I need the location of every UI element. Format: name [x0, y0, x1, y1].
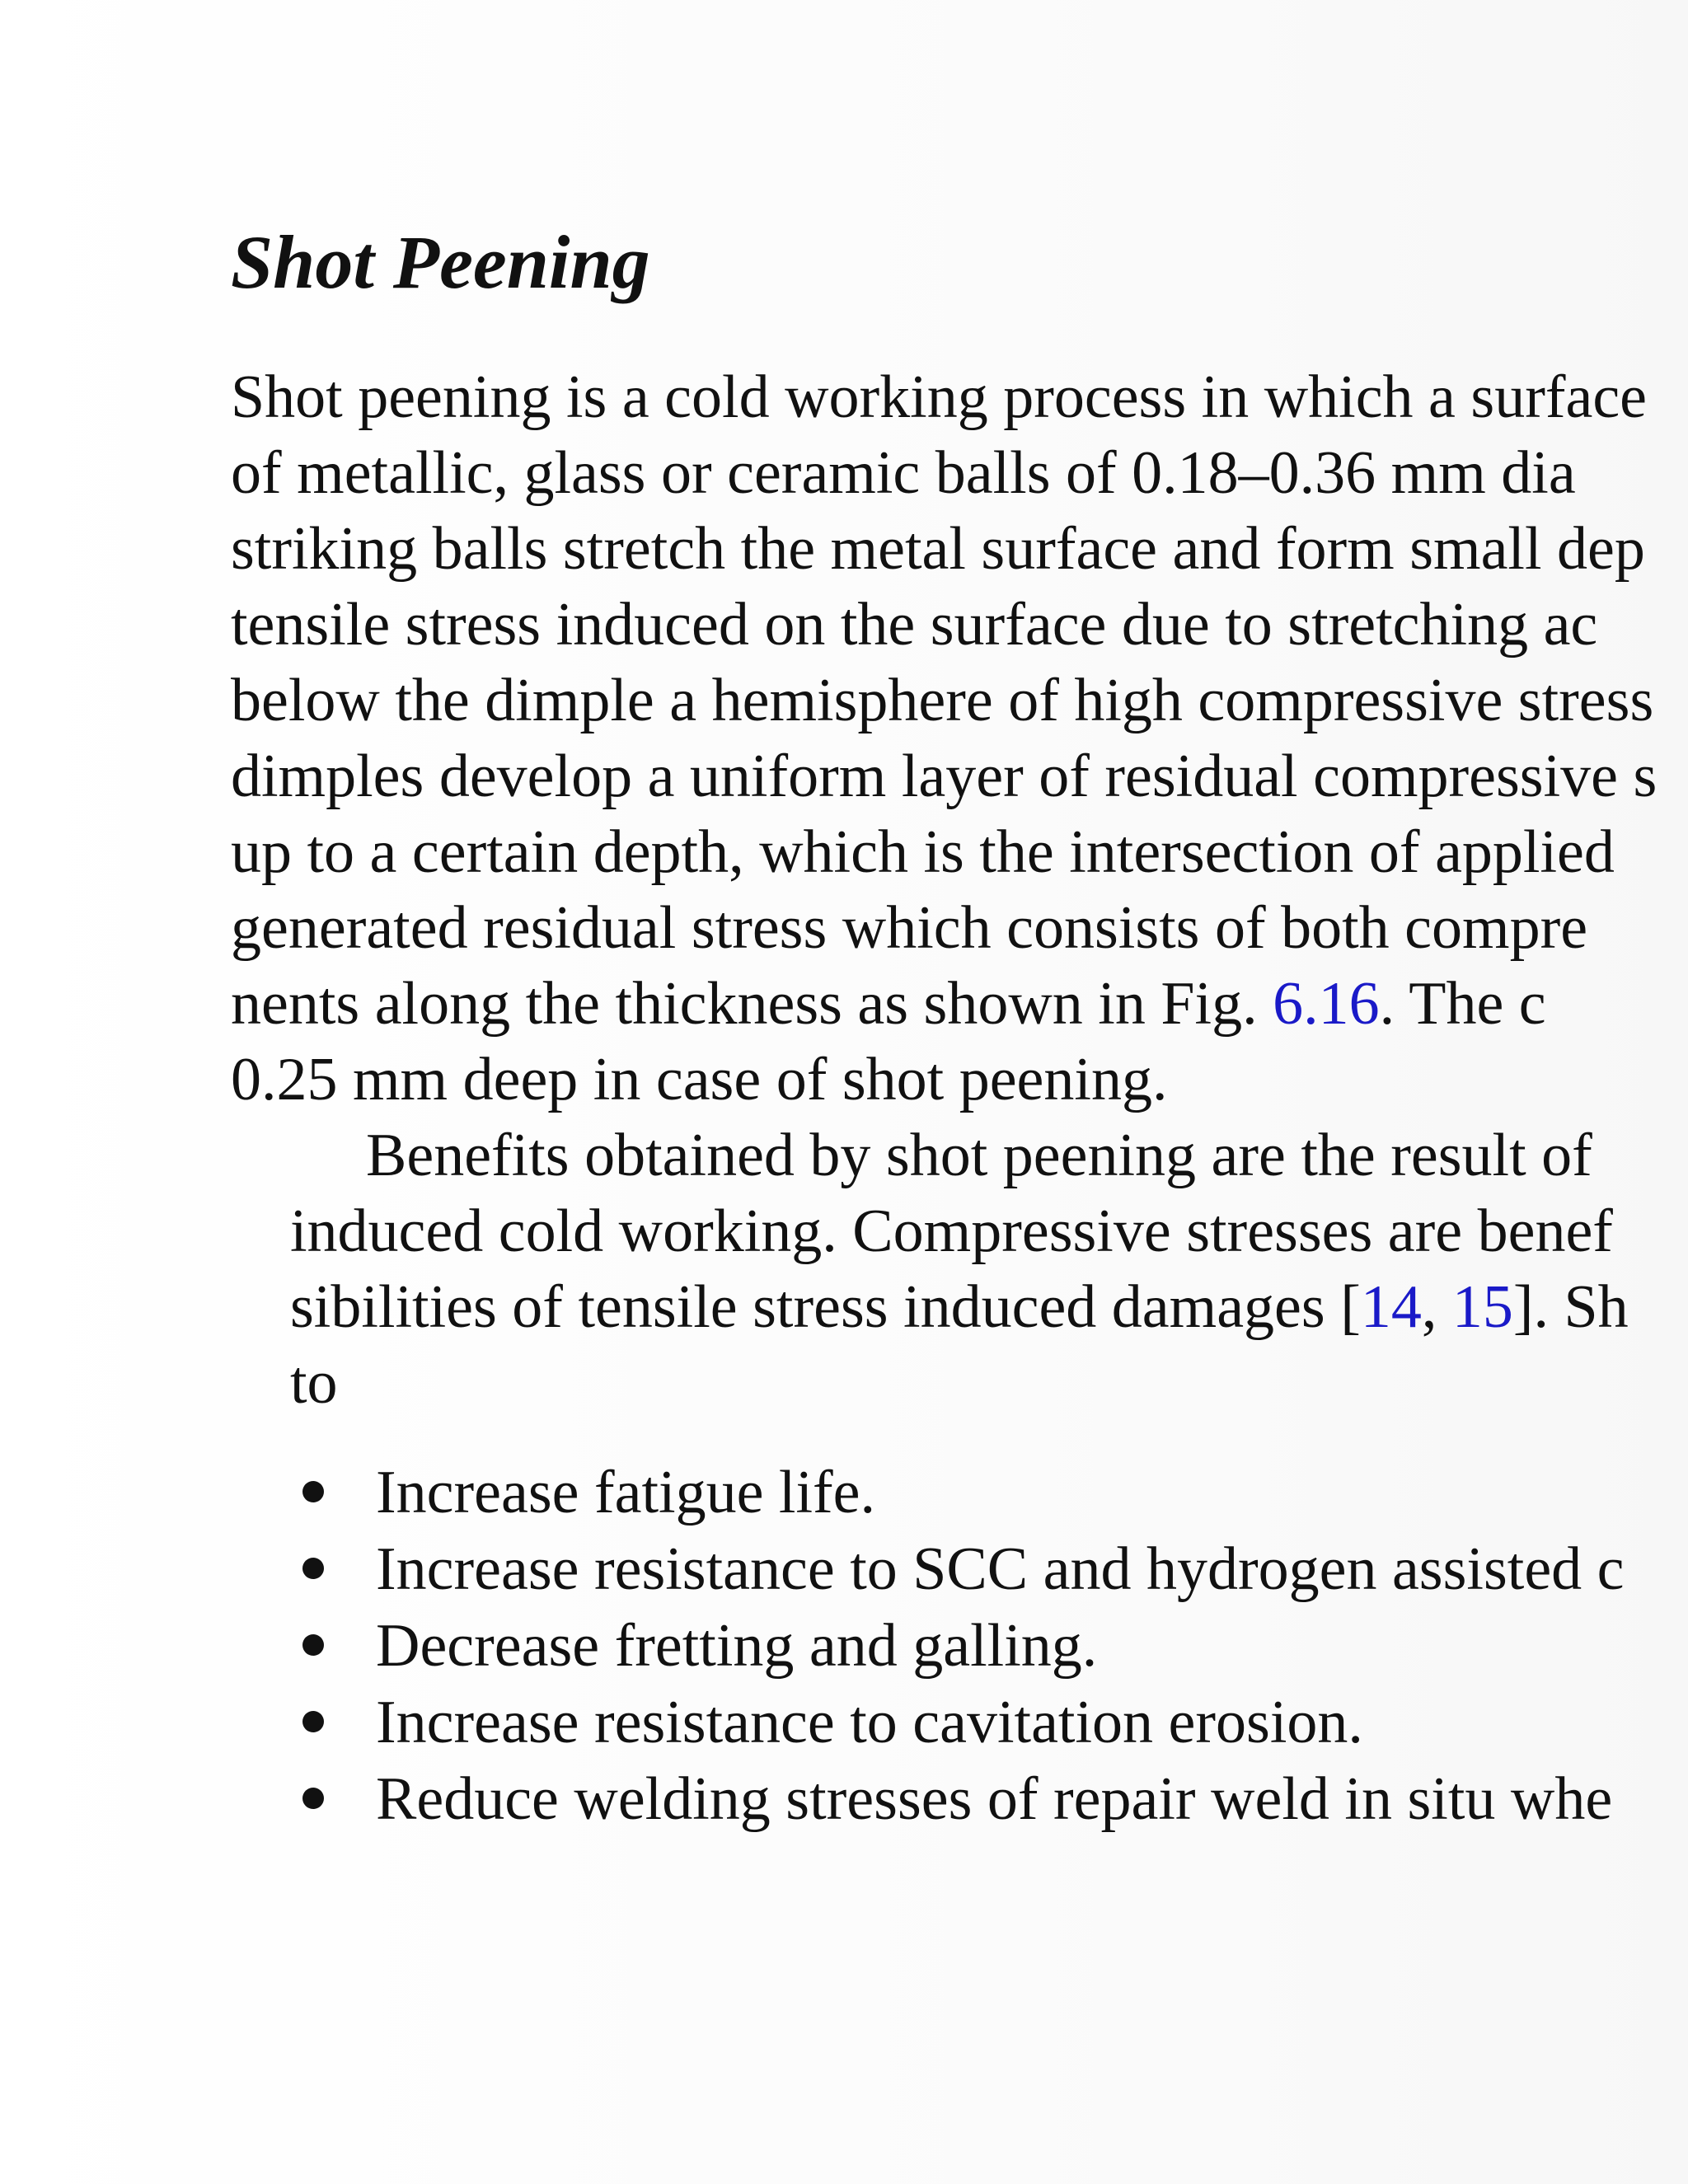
paragraph-line: below the dimple a hemisphere of high compressive stress [231, 667, 1654, 734]
bullet-icon [302, 1634, 324, 1656]
list-item-text: Increase resistance to cavitation erosion. [376, 1689, 1363, 1756]
text-fragment: , [1421, 1273, 1452, 1341]
paragraph-line: to [290, 1349, 338, 1417]
list-item-text: Reduce welding stresses of repair weld in situ whe [376, 1765, 1613, 1833]
bullet-icon [302, 1481, 324, 1502]
paragraph-line [290, 1273, 1629, 1341]
paragraph-line: induced cold working. Compressive stresses are benef [290, 1197, 1613, 1265]
figure-reference-link[interactable]: 6.16 [1273, 970, 1380, 1038]
list-item-text: Decrease fretting and galling. [376, 1612, 1098, 1680]
paragraph-line: 0.25 mm deep in case of shot peening. [231, 1046, 1168, 1113]
paragraph-line: of metallic, glass or ceramic balls of 0.18–0.36 mm dia [231, 439, 1576, 507]
text-fragment: nents along the thickness as shown in Fig. [231, 970, 1273, 1038]
bullet-icon [302, 1788, 324, 1809]
paragraph-line: Benefits obtained by shot peening are the result of [366, 1122, 1592, 1189]
paragraph-line: up to a certain depth, which is the intersection of applied [231, 818, 1615, 886]
paragraph-line [231, 970, 1546, 1038]
text-fragment: ]. Sh [1512, 1273, 1629, 1341]
paragraph-line: tensile stress induced on the surface due to stretching ac [231, 591, 1598, 658]
citation-link[interactable]: 14 [1360, 1273, 1422, 1341]
paragraph-line: Shot peening is a cold working process in which a surface [231, 363, 1648, 431]
text-fragment: . The c [1379, 970, 1546, 1038]
paragraph-line: dimples develop a uniform layer of residual compressive s [231, 743, 1658, 810]
paragraph-line: striking balls stretch the metal surface and form small dep [231, 515, 1645, 583]
list-item-text: Increase resistance to SCC and hydrogen assisted c [376, 1535, 1625, 1603]
citation-link[interactable]: 15 [1451, 1273, 1513, 1341]
text-fragment: sibilities of tensile stress induced damages [ [290, 1273, 1361, 1341]
bullet-icon [302, 1558, 324, 1579]
bullet-icon [302, 1711, 324, 1732]
list-item-text: Increase fatigue life. [376, 1459, 876, 1526]
section-title: Shot Peening [231, 220, 650, 304]
paragraph-line: generated residual stress which consists of both compre [231, 894, 1588, 962]
